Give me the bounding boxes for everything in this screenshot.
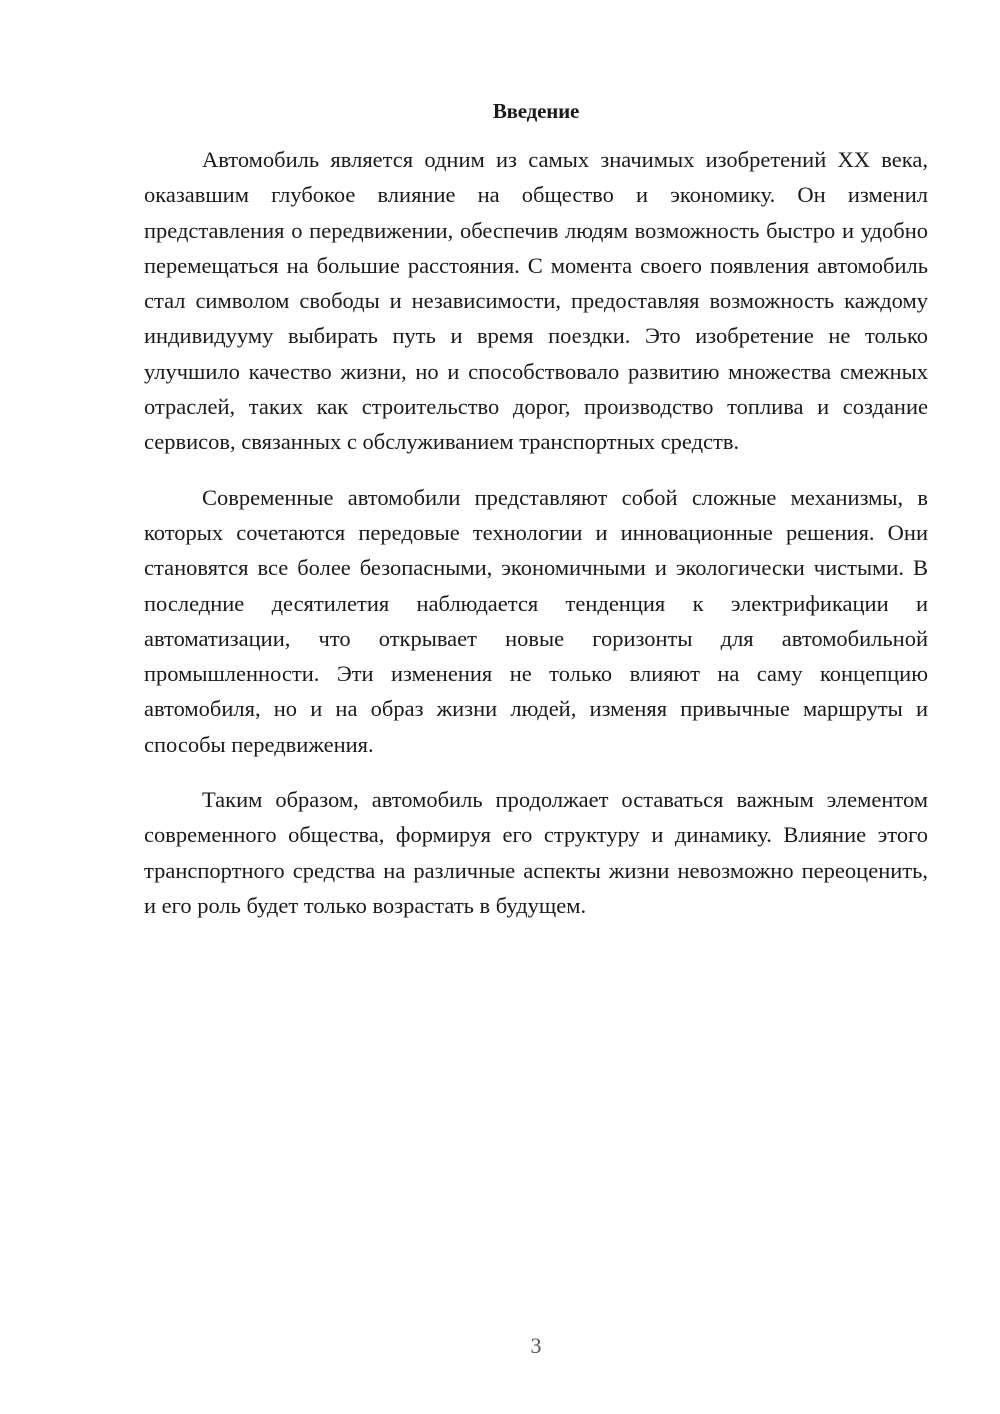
paragraph-2: Современные автомобили представляют собой сложные механизмы, в которых сочетаются передовые технологии и инновационные решения. Они становятся все более безопасными, экономичными и экологически чистыми. В последние десятилетия наблюдается тенденция к электрификации и автоматизации, что открывает новые горизонты для автомобильной промышленности. Эти изменения не только влияют на саму концепцию автомобиля, но и на образ жизни людей, изменяя привычные маршруты и способы передвижения. [144, 484, 928, 757]
paragraph-1: Автомобиль является одним из самых значимых изобретений XX века, оказавшим глубокое влияние на общество и экономику. Он изменил представления о передвижении, обеспечив людям возможность быстро и удобно перемещаться на большие расстояния. С момента своего появления автомобиль стал символом свободы и независимости, предоставляя возможность каждому индивидууму выбирать путь и время поездки. Это изобретение не только улучшило качество жизни, но и способствовало развитию множества смежных отраслей, таких как строительство дорог, производство топлива и создание сервисов, связанных с обслуживанием транспортных средств. [144, 147, 928, 455]
paragraph-3: Таким образом, автомобиль продолжает оставаться важным элементом современного общества, формируя его структуру и динамику. Влияние этого транспортного средства на различные аспекты жизни невозможно переоценить, и его роль будет только возрастать в будущем. [144, 787, 928, 918]
page-number: 3 [530, 1333, 542, 1358]
body-text [144, 142, 928, 943]
section-heading: Введение [492, 99, 580, 123]
